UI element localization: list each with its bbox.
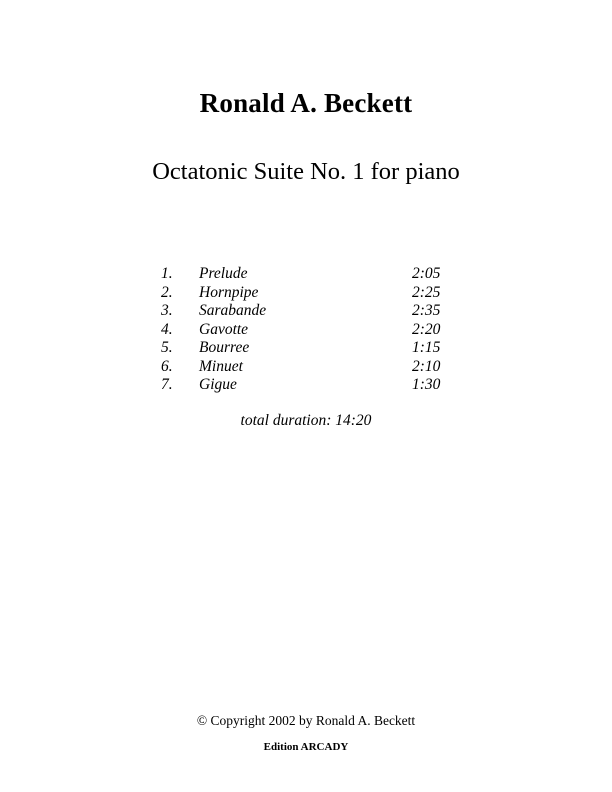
movement-item	[157, 265, 457, 284]
total-duration: total duration: 14:20	[240, 412, 372, 429]
movement-duration: 1:30	[412, 376, 441, 393]
movement-number: 2.	[161, 283, 173, 301]
movement-number: 7.	[161, 376, 173, 393]
movement-duration: 2:10	[412, 357, 441, 375]
movement-duration: 1:15	[412, 339, 441, 356]
publisher-name: Edition ARCADY	[263, 741, 349, 753]
work-title: Octatonic Suite No. 1 for piano	[152, 158, 460, 185]
movement-name: Gigue	[199, 376, 237, 393]
movement-item	[157, 302, 457, 321]
movement-number: 5.	[161, 339, 173, 356]
composer-name: Ronald A. Beckett	[199, 88, 413, 118]
movement-duration: 2:05	[412, 265, 441, 282]
movement-list	[157, 265, 457, 395]
movement-item	[157, 284, 457, 303]
movement-name: Bourree	[199, 339, 250, 356]
movement-item	[157, 376, 457, 395]
movement-duration: 2:35	[412, 302, 441, 319]
movement-name: Minuet	[199, 357, 243, 375]
movement-number: 1.	[161, 265, 173, 282]
movement-duration: 2:20	[412, 320, 441, 338]
movement-number: 4.	[161, 320, 173, 338]
movement-name: Gavotte	[199, 320, 249, 338]
movement-name: Prelude	[199, 265, 248, 282]
copyright-notice: © Copyright 2002 by Ronald A. Beckett	[196, 713, 416, 728]
movement-item	[157, 321, 457, 340]
movement-name: Sarabande	[199, 302, 267, 319]
movement-duration: 2:25	[412, 283, 441, 301]
movement-item	[157, 339, 457, 358]
movement-number: 6.	[161, 357, 173, 375]
movement-name: Hornpipe	[199, 283, 259, 301]
movement-item	[157, 358, 457, 377]
movement-number: 3.	[161, 302, 173, 319]
